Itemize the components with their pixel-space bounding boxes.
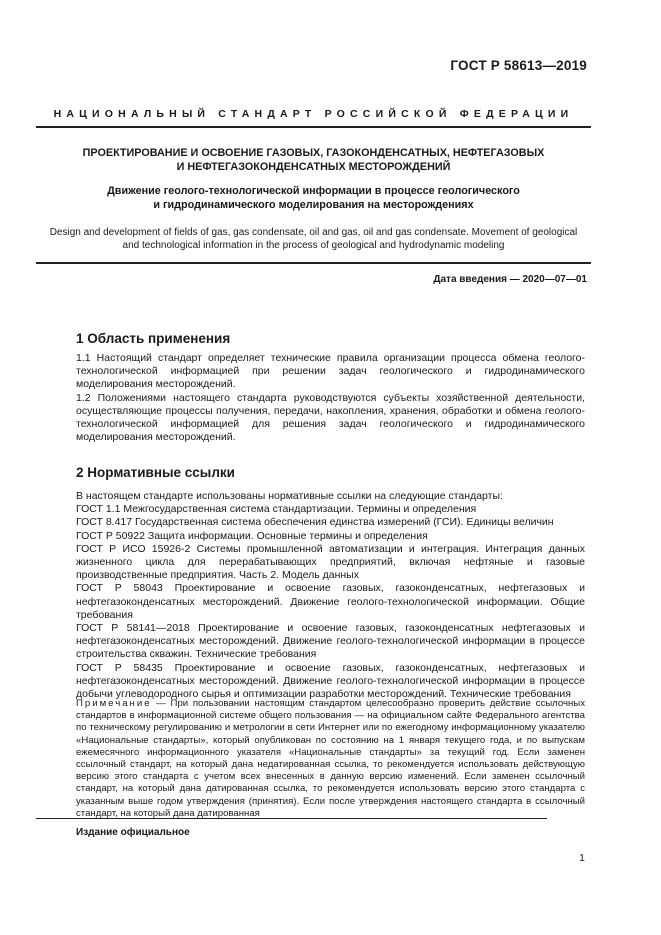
page-number: 1 <box>579 852 585 864</box>
title-line-1: ПРОЕКТИРОВАНИЕ И ОСВОЕНИЕ ГАЗОВЫХ, ГАЗОКОНДЕНСАТНЫХ, НЕФТЕГАЗОВЫХ <box>82 147 545 159</box>
section-2-heading: 2 Нормативные ссылки <box>76 465 235 480</box>
standard-code: ГОСТ Р 58613—2019 <box>450 58 587 73</box>
reference-item: ГОСТ Р 58141—2018 Проектирование и освоение газовых, газоконденсатных нефтегазовых и нефтегазоконденсатных месторождений. Движение геолого-технологической информации в процессе строительства скважин. Технические требования <box>76 622 585 661</box>
introduction-date: Дата введения — 2020—07—01 <box>433 274 587 285</box>
national-standard-banner: НАЦИОНАЛЬНЫЙ СТАНДАРТ РОССИЙСКОЙ ФЕДЕРАЦИИ <box>53 108 574 120</box>
paragraph-1-1: 1.1 Настоящий стандарт определяет технические правила организации процесса обмена геолого-технологической информацией при решении задач геологического и гидродинамического моделирования месторождений. <box>76 352 585 391</box>
title-line-2: И НЕФТЕГАЗОКОНДЕНСАТНЫХ МЕСТОРОЖДЕНИЙ <box>176 161 451 173</box>
reference-item: ГОСТ Р 58435 Проектирование и освоение газовых, газоконденсатных, нефтегазовых и нефтегазоконденсатных месторождений. Движение геолого-технологической информации в процессе добычи углеводородного сырья и оптимизации разработки месторождений. Технические требования <box>76 661 585 701</box>
document-subtitle <box>36 184 591 212</box>
reference-item: ГОСТ Р 58043 Проектирование и освоение газовых, газоконденсатных, нефтегазовых и нефтегазоконденсатных месторождений. Движение геолого-технологической информации. Общие требования <box>76 582 585 621</box>
subtitle-line-2: и гидродинамического моделирования на месторождениях <box>153 199 474 211</box>
note-block <box>76 698 585 820</box>
english-title-line-2: and technological information in the process of geological and hydrodynamic modeling <box>122 240 505 251</box>
reference-item: ГОСТ Р 50922 Защита информации. Основные термины и определения <box>76 529 428 542</box>
note-text: — При пользовании настоящим стандартом целесообразно проверить действие ссылочных стандартов в информационной системе общего пользования — на официальном сайте Федерального агентства по техническому регулированию и метрологии в сети Интернет или по ежегодному информационному указателю «Национальные стандарты», который опубликован по состоянию на 1 января текущего года, и по выпускам ежемесячного информационного указателя «Национальные стандарты» за текущий год. Если заменен ссылочный стандарт, на который дана недатированная ссылка, то рекомендуется использовать действующую версию этого стандарта с учетом всех внесенных в данную версию изменений. Если заменен ссылочный стандарт, на который дана датированная ссылка, то рекомендуется использовать версию этого стандарта с указанным выше годом утверждения (принятия). Если после утверждения настоящего стандарта в ссылочный стандарт, на который дана датированная <box>76 698 585 819</box>
subtitle-line-1: Движение геолого-технологической информации в процессе геологического <box>107 185 520 197</box>
footer-divider <box>36 818 547 819</box>
document-title <box>36 146 591 174</box>
paragraph-1-2: 1.2 Положениями настоящего стандарта руководствуются субъекты хозяйственной деятельности, осуществляющие процессы получения, передачи, накопления, хранения, обработки и обмена геолого-технологической информацией для решения задач геологического и гидродинамического моделирования месторождений. <box>76 391 585 444</box>
reference-item: ГОСТ 8.417 Государственная система обеспечения единства измерений (ГСИ). Единицы величин <box>76 516 554 529</box>
english-title-line-1: Design and development of fields of gas, gas condensate, oil and gas, oil and gas condensate. Movement of geological <box>49 227 578 238</box>
reference-item: ГОСТ Р ИСО 15926-2 Системы промышленной автоматизации и интеграция. Интеграция данных жизненного цикла для перерабатывающих предприятий, включая нефтяные и газовые производственные предприятия. Часть 2. Модель данных <box>76 542 585 582</box>
section-1-heading: 1 Область применения <box>76 331 231 346</box>
section-1-body <box>76 352 585 444</box>
edition-label: Издание официальное <box>76 827 190 838</box>
top-divider <box>36 126 591 128</box>
section-2-body <box>76 490 585 701</box>
note-label: Примечание <box>76 698 152 709</box>
references-intro: В настоящем стандарте использованы нормативные ссылки на следующие стандарты: <box>76 490 503 502</box>
english-title <box>36 226 591 252</box>
title-divider <box>36 262 591 264</box>
reference-item: ГОСТ 1.1 Межгосударственная система стандартизации. Термины и определения <box>76 503 477 516</box>
